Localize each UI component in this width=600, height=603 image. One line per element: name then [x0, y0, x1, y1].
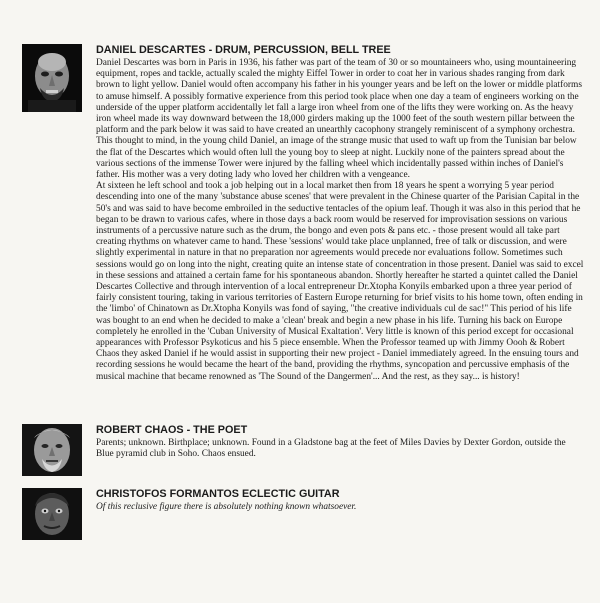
face-portrait-icon: [22, 424, 82, 476]
member-entry-christofos-formantos: [96, 488, 584, 513]
face-portrait-icon: [22, 44, 82, 112]
christofos-formantos-portrait: [22, 488, 82, 540]
member-biography: Daniel Descartes was born in Paris in 1936, his father was part of the team of 30 or so mountaineers who, using mountaineering equipment, ropes and tackle, actually scaled the mighty Eiffel Tower in order to coat her in various shades ranging from dark brown to light yellow. Daniel would often accompany his father in his younger years and be left on the lower or middle platforms to amuse himself. A possibly formative experience from this period took place when one day a team of engineers working on the underside of the upper platform accidentally let fall a large iron wheel from one of the lifts they were working on. As the heavy iron wheel made its way downward between the 18,000 girders making up the 1000 feet of the south western pillar between the platform and the park below it was said to have created an unearthly cacophony strangely reminiscent of a symphony orchestra. This thought to mind, in the young child Daniel, an image of the strange music that used to waft up from the Tunisian bar below the flat of the Descartes which would often lull the young boy to sleep at night. Luckily none of the painters spread about the various sections of the immense Tower were injured by the falling wheel which incidentally passed within inches of Daniel's father. His mother was a very doting lady who loved her children with a vengeance. At sixteen he left school and took a job helping out in a local market then from 18 years he spent a worrying 5 year period descending into one of the many 'substance abuse scenes' that were prevalent in the Chinese quarter of the Parisian Capital in the 50's and was said to have become embroiled in the seductive tentacles of the opium leaf. Though it was also in this period that he began to be drawn to various cafes, where in those days a back room would be reserved for improvisation sessions on various instruments of a percussive nature such as the drum, the bongo and even pots & pans etc. - those present would all take part creating rhythms on whatever came to hand. These 'sessions' would take place unplanned, free of talk or discussion, and were slightly experimental in nature in that no preparation nor agreements would precede nor evaluations follow. Sometimes such sessions would go on long into the night, creating quite an intense state of concentration in those present. Daniel was said to excel in these sessions and attained a certain fame for his spontaneous abandon. Shortly hereafter he started a quintet called the Daniel Descartes Collective and through intervention of a local entrepreneur Dr.Xtopha Konyils embarked upon a three year period of fairly consistent touring, taking in various territories of Eastern Europe returning for brief visits to his home town, often ending in the 'limbo' of Chinatown as Dr.Xtopha Konyils was fond of saying, "the creative individuals cul de sac!" This period of his life was bought to an end when he decided to make a 'clean' break and begin a new phase in his life. Turning his back on Europe completely he enrolled in the 'Cuban University of Musical Exaltation'. Very little is known of this period except for occasional appearances with Professor Psykoticus and his 5 piece ensemble. When the Professor teamed up with Jimmy Oooh & Robert Chaos they asked Daniel if he would assist in supporting their new project - Daniel immediately agreed. In the ensuing tours and recording sessions he would became the heart of the band, providing the rhythms, syncopation and percussive emphasis of the musical machine that became renowned as 'The Sound of the Dangermen'... And the rest, as they say... is history!: [96, 58, 584, 382]
member-entry-daniel-descartes: [96, 44, 584, 383]
member-name-heading: DANIEL DESCARTES - DRUM, PERCUSSION, BELL TREE: [96, 44, 391, 56]
daniel-descartes-portrait: [22, 44, 82, 112]
robert-chaos-portrait: [22, 424, 82, 476]
member-name-heading: CHRISTOFOS FORMANTOS ECLECTIC GUITAR: [96, 488, 340, 500]
member-biography: Parents; unknown. Birthplace; unknown. Found in a Gladstone bag at the feet of Miles Davies by Dexter Gordon, outside the Blue pyramid club in Soho. Chaos ensued.: [96, 438, 566, 460]
member-name-heading: ROBERT CHAOS - THE POET: [96, 424, 248, 436]
member-biography: Of this reclusive figure there is absolutely nothing known whatsoever.: [96, 502, 357, 512]
face-portrait-icon: [22, 488, 82, 540]
member-entry-robert-chaos: [96, 424, 584, 460]
